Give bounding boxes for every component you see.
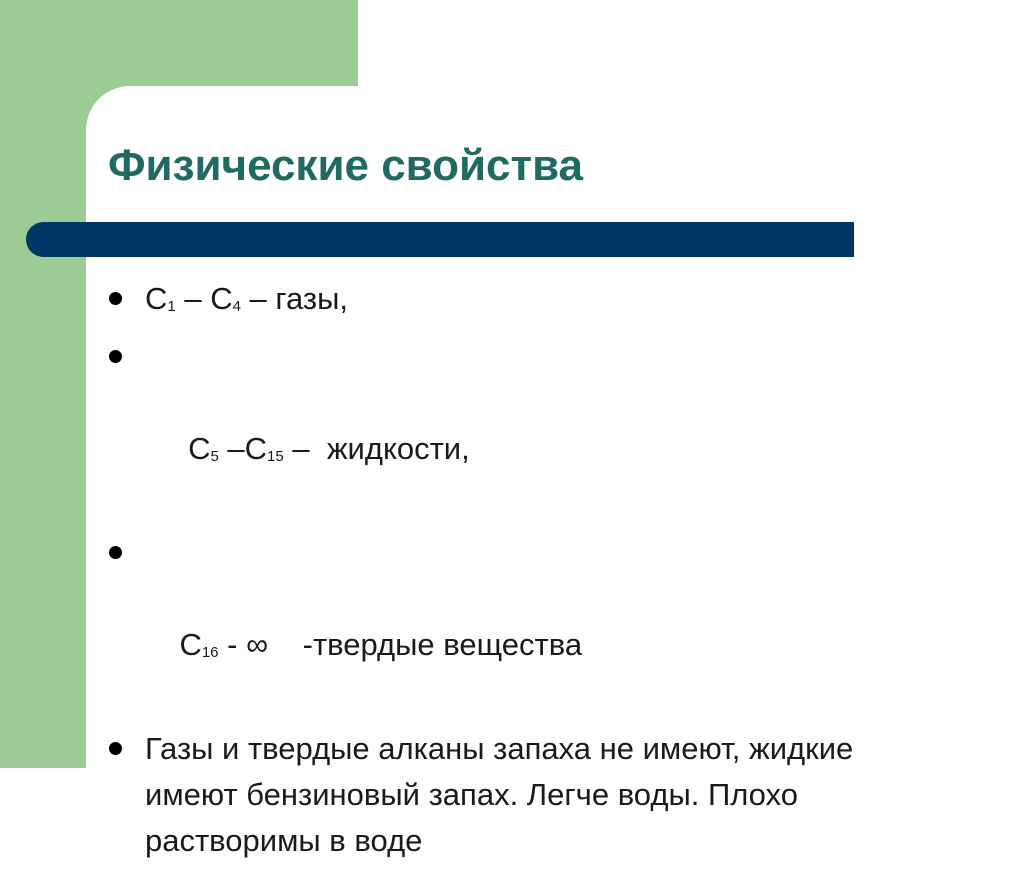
bullet-text: Газы и твердые алканы запаха не имеют, жидкие имеют бензиновый запах. Легче воды. Плохо растворимы в воде (145, 731, 854, 858)
subscript-number: 4 (232, 298, 241, 315)
slide-title: Физические свойства (108, 141, 584, 190)
carbon-symbol: С (179, 627, 202, 662)
bullet-text: – жидкости, (283, 431, 470, 466)
bullet-dot-icon (109, 742, 122, 755)
subscript-number: 15 (267, 448, 284, 465)
subscript-number: 16 (201, 644, 219, 661)
bullet-item-solids (108, 530, 948, 714)
dash: – (175, 281, 211, 316)
bullet-dot-icon (109, 350, 122, 363)
carbon-symbol: С (145, 281, 168, 316)
title-underline-bar (26, 222, 854, 257)
bullet-text: – газы, (240, 281, 349, 316)
subscript-number: 5 (210, 448, 219, 465)
bullet-text: - ∞ -твердые вещества (218, 627, 583, 662)
subscript-number: 1 (167, 298, 176, 315)
bullet-dot-icon (109, 292, 122, 305)
carbon-symbol: С (210, 281, 233, 316)
bullet-item-liquids (108, 334, 948, 518)
bullet-list (108, 276, 948, 876)
carbon-symbol: С (179, 431, 211, 466)
dash: – (218, 431, 245, 466)
bullet-item-gases (108, 276, 948, 322)
carbon-symbol: С (244, 431, 268, 466)
bullet-dot-icon (109, 546, 122, 559)
bullet-item-odor (108, 726, 948, 864)
